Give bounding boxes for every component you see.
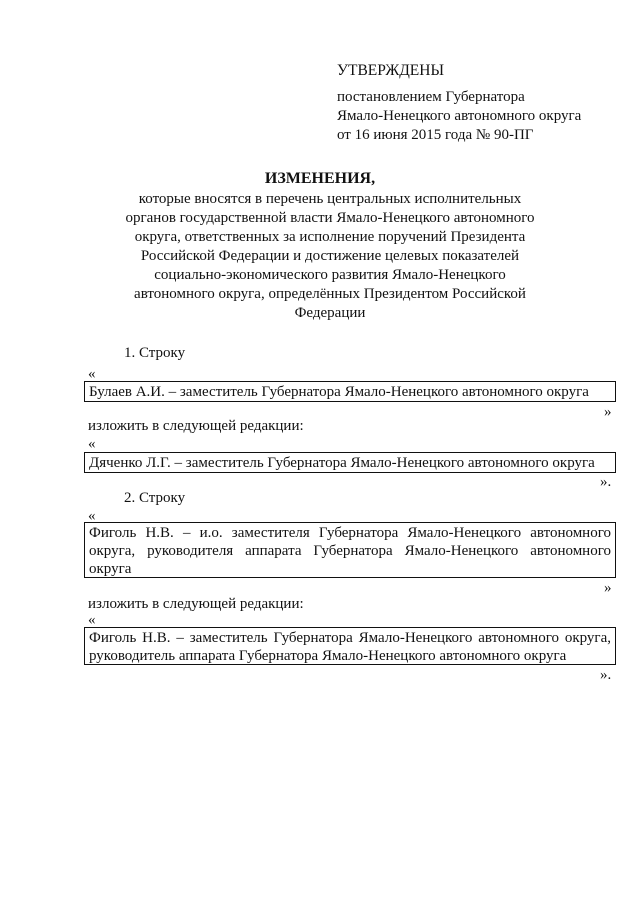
section-1-close-quote: »	[604, 404, 612, 420]
section-2-new-row: Фиголь Н.В. – заместитель Губернатора Ямало-Ненецкого автономного округа, руководитель аппарата Губернатора Ямало-Ненецкого автономного округа	[84, 627, 616, 665]
section-2-close-quote-2: ».	[600, 667, 612, 683]
section-2-open-quote-2: «	[88, 612, 96, 628]
section-1-new-row: Дяченко Л.Г. – заместитель Губернатора Ямало-Ненецкого автономного округа	[84, 452, 616, 473]
approval-line-1: постановлением Губернатора	[337, 89, 525, 105]
section-1-old-row: Булаев А.И. – заместитель Губернатора Ямало-Ненецкого автономного округа	[84, 381, 616, 402]
section-2-open-quote: «	[88, 508, 96, 524]
section-1-close-quote-2: ».	[600, 474, 612, 490]
approval-line-3: от 16 июня 2015 года № 90-ПГ	[337, 127, 534, 143]
section-1-open-quote: «	[88, 366, 96, 382]
document-title: ИЗМЕНЕНИЯ,	[264, 170, 376, 187]
section-1-open-quote-2: «	[88, 436, 96, 452]
section-2-heading: 2. Строку	[124, 490, 186, 506]
document-subtitle: которые вносятся в перечень центральных исполнительных органов государственной власти Ямало-Ненецкого автономного округа, ответственных за исполнение поручений Президента Российской Федерации и достижение целевых показателей социально-экономического развития Ямало-Ненецкого автономного округа, определённых Президентом Российской Федерации	[125, 191, 535, 321]
approval-line-2: Ямало-Ненецкого автономного округа	[337, 108, 582, 124]
approval-title: УТВЕРЖДЕНЫ	[337, 62, 444, 79]
section-1-instruction: изложить в следующей редакции:	[88, 418, 304, 434]
section-1-heading: 1. Строку	[124, 345, 186, 361]
section-2-close-quote: »	[604, 580, 612, 596]
section-2-instruction: изложить в следующей редакции:	[88, 596, 304, 612]
section-2-old-row: Фиголь Н.В. – и.о. заместителя Губернатора Ямало-Ненецкого автономного округа, руководителя аппарата Губернатора Ямало-Ненецкого автономного округа	[84, 522, 616, 578]
